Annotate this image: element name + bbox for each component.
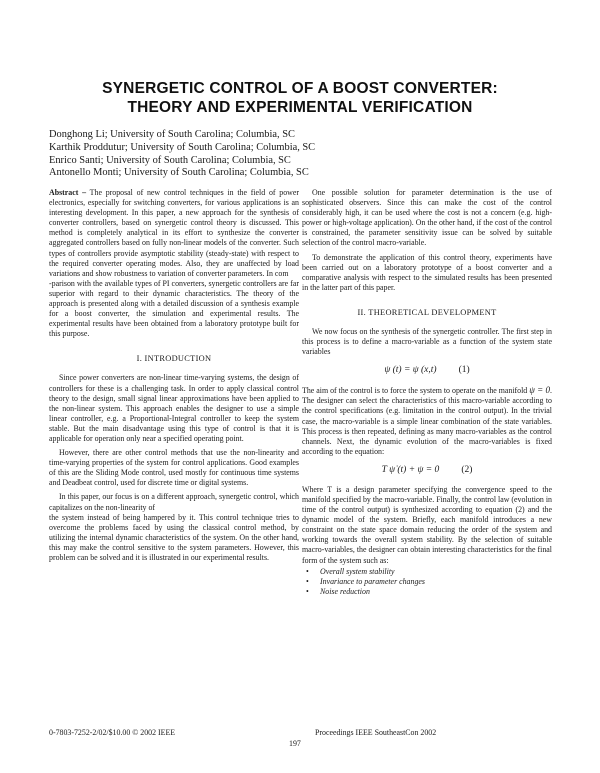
body-paragraph (302, 385, 552, 457)
body-paragraph: Since power converters are non-linear time-varying systems, the design of controllers for these is a challenging task. In order to apply classical control theory to the design, small signal linear approximations have been applied to the non-linear system. This approach enables the designer to use a simple linear controller, e.g. a Proportional-Integral controller to keep the system stable. But the main disadvantage using this type of control is that it is applicable for operation only near a specified operating point. (49, 373, 299, 443)
equation-1-body: ψ (t) = ψ (x,t) (384, 365, 437, 376)
footer-isbn: 0-7803-7252-2/02/$10.00 © 2002 IEEE (49, 728, 176, 737)
list-item-text: Noise reduction (320, 587, 370, 597)
body-text: . The designer can select the characteristics of this macro-variable according to the control specifications (e.g. limitation in the control output). In the trivial case, the macro-variable is a simple linear combination of the state variables. This process is then repeated, defining as many macro-variables as the control channels. Next, the dynamic evolution of the macro-variables is fixed according to the equation: (302, 386, 552, 456)
section-heading-introduction: I. INTRODUCTION (136, 354, 212, 364)
equation-2 (302, 463, 552, 477)
list-item (302, 577, 552, 587)
author-line: Donghong Li; University of South Carolina; Columbia, SC (49, 129, 295, 140)
abstract-label: Abstract – (49, 188, 87, 197)
body-paragraph: To demonstrate the application of this control theory, experiments have been carried out on a laboratory prototype of a boost converter and a comparative analysis with respect to the simulated results has been presented in the latter part of this paper. (302, 252, 552, 292)
body-paragraph: One possible solution for parameter determination is the use of sophisticated observers. Since this can make the cost of the control considerably high, it can be used where the cost is not a concern (e.g. high-power or high-voltage application). On the other hand, if the cost of the control is constrained, the parameter sensitivity issue can be solved by suitable selection of the control macro-variable. (302, 188, 553, 248)
abstract-continuation: -parison with the available types of PI converters, synergetic controllers are far superior with regard to their dynamic characteristics. The theory of the approach is presented along with a detailed discussion of a synthesis example for a boost converter, the simulation and experimental results. The experimental results have been obtained from a laboratory prototype built for this purpose. (49, 278, 299, 339)
left-column (49, 188, 299, 563)
right-column (302, 188, 552, 598)
body-paragraph: We now focus on the synthesis of the synergetic controller. The first step in this process is to define a macro-variable as a function of the system state variables (302, 326, 552, 357)
equation-2-number: (2) (461, 464, 473, 475)
body-paragraph: However, there are other control methods that use the non-linearity and time-varying properties of the system for control applications. Good examples of this are the Sliding Mode control, used mostly for continuous time systems and Deadbeat control, used for discrete time or digital systems. (49, 448, 299, 488)
title-line-1: SYNERGETIC CONTROL OF A BOOST CONVERTER: (102, 80, 498, 97)
inline-equation: ψ = 0 (529, 385, 551, 396)
bullet-icon: • (306, 587, 309, 597)
paper-title (40, 79, 560, 117)
author-line: Karthik Proddutur; University of South Carolina; Columbia, SC (49, 141, 316, 153)
body-paragraph: In this paper, our focus is on a different approach, synergetic control, which capitalizes on the non-linearity of (49, 492, 299, 512)
body-text: The aim of the control is to force the system to operate on the manifold (302, 386, 528, 396)
body-paragraph: Where T is a design parameter specifying the convergence speed to the manifold specified by the macro-variable. Finally, the control law (evolution in time of the control output) is synthesized according to equation (2) and the dynamic model of the system. Briefly, each manifold introduces a new constraint on the state space domain reducing the order of the system and working towards the overall system stability. By the selection of suitable macro-variables, the designer can obtain interesting characteristics for the final form of the system such as: (302, 484, 552, 565)
list-item-text: Invariance to parameter changes (320, 577, 425, 587)
equation-1 (302, 363, 552, 377)
author-line: Enrico Santi; University of South Carolina; Columbia, SC (49, 154, 291, 166)
title-line-2: THEORY AND EXPERIMENTAL VERIFICATION (127, 99, 473, 116)
section-heading-theory: II. THEORETICAL DEVELOPMENT (357, 307, 497, 317)
author-list (49, 129, 449, 180)
footer-proceedings: Proceedings IEEE SoutheastCon 2002 (315, 728, 437, 737)
list-item (302, 587, 552, 597)
abstract-paragraph (49, 188, 299, 279)
bullet-icon: • (306, 577, 309, 587)
abstract-text: The proposal of new control techniques in the field of power electronics, especially for switching converters, for various applications is an interesting development. In this paper, a new approach for the synthesis of converter controllers, based on synergetic control theory is discussed. This method is completely analytical in its effort to synthesize the converter aggregated controllers based on fully non-linear models of the converter. Such types of controllers provide asymptotic stability (steady-state) with respect to the required converter operating modes. Also, they are unaffected by load variations and show robustness to variation of converter parameters. In com (49, 188, 299, 278)
property-list (302, 567, 552, 598)
equation-1-number: (1) (458, 365, 470, 376)
list-item (302, 567, 552, 577)
body-paragraph: the system instead of being hampered by it. This control technique tries to overcome the problems faced by using the classical control method, by utilizing the internal dynamic characteristics of the system. On the other hand, this may make the control sensitive to the system parameters. However, this problem can be solved and it is illustrated in our experimental results. (49, 512, 299, 562)
bullet-icon: • (306, 566, 309, 576)
equation-2-body: T ψ̇ (t) + ψ = 0 (381, 464, 440, 475)
page-number: 197 (289, 739, 301, 748)
author-line: Antonello Monti; University of South Carolina; Columbia, SC (49, 167, 309, 179)
list-item-text: Overall system stability (320, 566, 395, 576)
